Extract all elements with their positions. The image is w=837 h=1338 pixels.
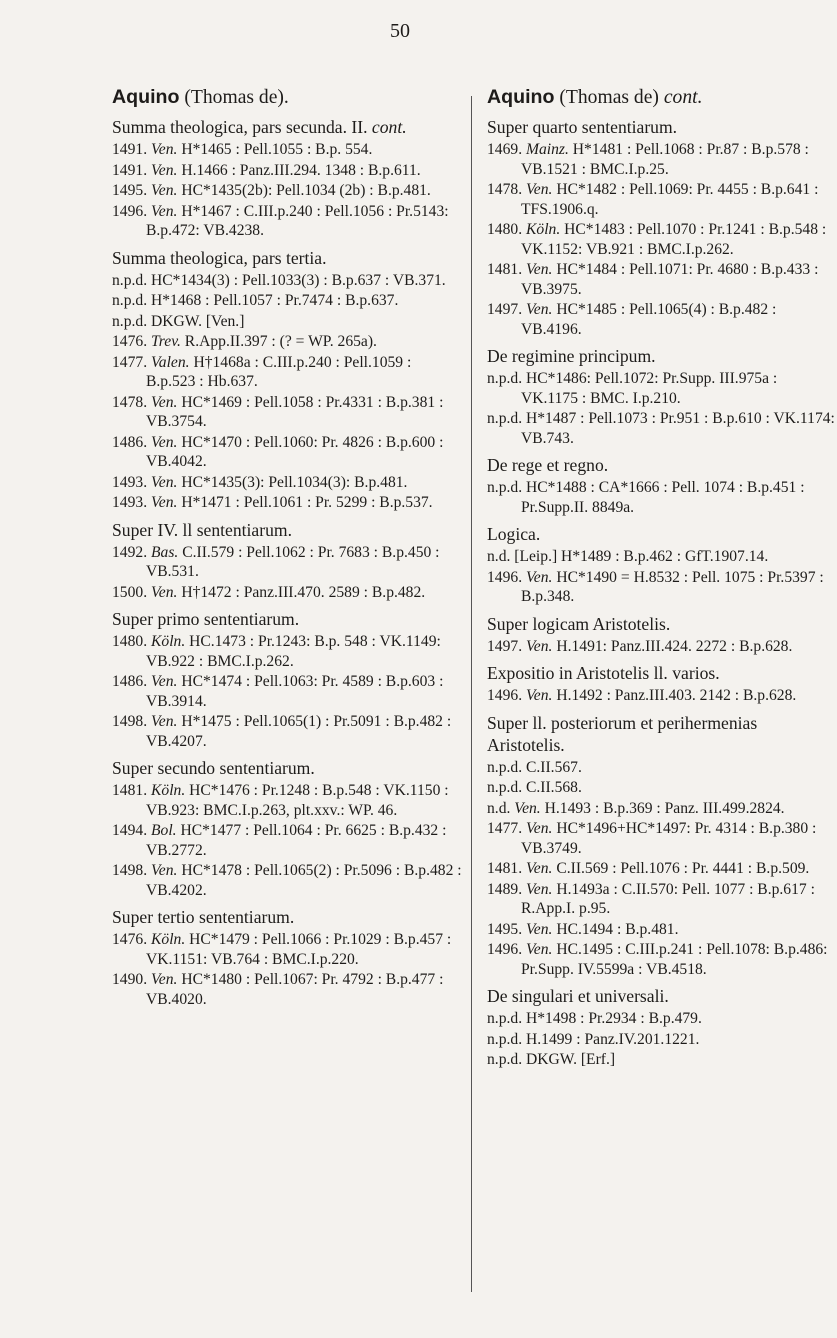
entry-text: H*1471 : Pell.1061 : Pr. 5299 : B.p.537. <box>181 494 433 511</box>
entry-year: n.p.d. <box>487 1030 523 1048</box>
entry-year: n.p.d. <box>487 410 523 427</box>
entry-place: Ven. <box>526 687 553 704</box>
entry-place: Ven. <box>151 494 178 511</box>
entry-year: 1486. <box>112 433 148 451</box>
entry-year: n.p.d. <box>487 1010 523 1027</box>
entry-place: Ven. <box>151 393 178 411</box>
section-title <box>112 116 462 138</box>
catalog-entry <box>112 353 462 392</box>
catalog-entry <box>112 672 462 711</box>
entry-year: 1489. <box>487 880 523 898</box>
catalog-entry <box>112 161 462 181</box>
entry-year: 1469. <box>487 141 523 158</box>
catalog-entry <box>487 220 837 259</box>
entry-year: 1490. <box>112 971 148 988</box>
catalog-entry <box>112 970 462 1009</box>
section-title-text: Expositio in Aristotelis ll. varios. <box>487 663 720 683</box>
catalog-entry <box>112 712 462 751</box>
entry-year: 1491. <box>112 141 148 158</box>
catalog-entry <box>112 930 462 969</box>
entry-place: Ven. <box>526 181 553 198</box>
section-title <box>487 662 837 684</box>
entry-place: Ven. <box>526 820 553 837</box>
entry-place: Köln. <box>151 633 186 650</box>
entry-year: 1494. <box>112 822 148 839</box>
entry-text: H.1493 : B.p.369 : Panz. III.499.2824. <box>544 799 785 817</box>
entry-text: H†1468a : C.III.p.240 : Pell.1059 : B.p.523 : Hb.637. <box>146 353 412 390</box>
catalog-entry <box>487 300 837 339</box>
entry-text: HC*1478 : Pell.1065(2) : Pr.5096 : B.p.482 : VB.4202. <box>146 862 462 899</box>
entry-year: 1476. <box>112 931 148 948</box>
catalog-entry <box>112 202 462 241</box>
heading-cont: cont. <box>663 87 703 108</box>
catalog-entry <box>112 312 462 332</box>
entry-year: 1497. <box>487 301 523 318</box>
entry-place: Ven. <box>514 799 541 817</box>
catalog-entry <box>112 181 462 201</box>
catalog-entry <box>112 583 462 603</box>
section-title <box>487 454 837 476</box>
entry-text: HC*1435(3): Pell.1034(3): B.p.481. <box>181 473 408 491</box>
entry-year: 1492. <box>112 543 148 561</box>
entry-place: Bas. <box>151 543 179 561</box>
entry-year: 1498. <box>112 713 148 730</box>
catalog-entry <box>487 778 837 798</box>
catalog-entry <box>112 332 462 352</box>
entry-year: 1496. <box>487 941 523 958</box>
section-title-text: Summa theologica, pars tertia. <box>112 247 327 268</box>
entry-place: Köln. <box>151 782 186 799</box>
catalog-entry <box>112 140 462 160</box>
catalog-entry <box>112 473 462 493</box>
entry-year: n.d. <box>487 799 511 817</box>
catalog-entry <box>487 260 837 299</box>
section-title-text: Super IV. ll sententiarum. <box>112 519 292 540</box>
entry-text: HC*1485 : Pell.1065(4) : B.p.482 : VB.4196. <box>521 301 777 338</box>
entry-text: HC*1482 : Pell.1069: Pr. 4455 : B.p.641 : TFS.1906.q. <box>521 181 819 218</box>
entry-text: HC.1473 : Pr.1243: B.p. 548 : VK.1149: VB.922 : BMC.I.p.262. <box>146 633 441 670</box>
entry-text: H*1481 : Pell.1068 : Pr.87 : B.p.578 : VB.1521 : BMC.I.p.25. <box>521 141 809 178</box>
catalog-entry <box>112 433 462 472</box>
entry-place: Ven. <box>151 202 178 220</box>
entry-year: n.p.d. <box>112 271 148 289</box>
entry-place: Ven. <box>151 141 178 158</box>
section-title-text: De singulari et universali. <box>487 986 669 1006</box>
entry-text: DKGW. [Ven.] <box>151 312 245 330</box>
catalog-entry <box>487 478 837 517</box>
catalog-entry <box>487 140 837 179</box>
catalog-entry <box>487 880 837 919</box>
column-heading <box>112 85 462 110</box>
entry-text: DKGW. [Erf.] <box>526 1051 616 1068</box>
entry-text: HC*1474 : Pell.1063: Pr. 4589 : B.p.603 : VB.3914. <box>146 673 444 710</box>
catalog-entry <box>112 291 462 311</box>
section-title-text: Super logicam Aristotelis. <box>487 613 671 634</box>
entry-year: 1478. <box>487 181 523 198</box>
section-title <box>112 247 462 269</box>
entry-text: C.II.567. <box>526 758 582 776</box>
catalog-entry <box>487 1030 837 1050</box>
column-heading <box>487 85 837 110</box>
entry-text: H.1492 : Panz.III.403. 2142 : B.p.628. <box>556 687 797 704</box>
catalog-entry <box>487 547 837 567</box>
catalog-entry <box>112 393 462 432</box>
entry-year: 1486. <box>112 673 148 690</box>
entry-year: 1481. <box>487 261 523 278</box>
entry-text: H†1472 : Panz.III.470. 2589 : B.p.482. <box>181 583 426 601</box>
catalog-entry <box>487 686 837 706</box>
entry-text: H*1487 : Pell.1073 : Pr.951 : B.p.610 : VK.1174: VB.743. <box>521 410 835 447</box>
entry-place: Ven. <box>151 182 178 199</box>
entry-text: H.1493a : C.II.570: Pell. 1077 : B.p.617 : R.App.I. p.95. <box>521 880 815 917</box>
entry-year: 1497. <box>487 637 523 655</box>
catalog-entry <box>487 1050 837 1070</box>
entry-text: [Leip.] H*1489 : B.p.462 : GfT.1907.14. <box>514 548 769 565</box>
catalog-entry <box>487 369 837 408</box>
section-title <box>487 613 837 635</box>
entry-place: Ven. <box>151 433 178 451</box>
section-title <box>487 523 837 545</box>
heading-rest: (Thomas de) <box>554 87 664 108</box>
section-title <box>487 985 837 1007</box>
entry-text: HC*1470 : Pell.1060: Pr. 4826 : B.p.600 : VB.4042. <box>146 433 444 470</box>
catalog-entry <box>112 543 462 582</box>
section-title <box>112 906 462 928</box>
entry-place: Ven. <box>151 473 178 491</box>
catalog-entry <box>487 409 837 448</box>
column-divider <box>471 96 472 1292</box>
entry-text: HC*1484 : Pell.1071: Pr. 4680 : B.p.433 : VB.3975. <box>521 261 819 298</box>
entry-year: 1498. <box>112 862 148 879</box>
heading-name: Aquino <box>112 86 180 108</box>
catalog-entry <box>487 799 837 819</box>
entry-place: Ven. <box>526 301 553 318</box>
heading-rest: (Thomas de). <box>179 87 289 108</box>
entry-year: 1477. <box>487 820 523 837</box>
entry-year: n.p.d. <box>487 1051 523 1068</box>
section-title-text: Super ll. posteriorum et perihermenias Aristotelis. <box>487 712 758 755</box>
catalog-entry <box>487 920 837 940</box>
catalog-entry <box>487 637 837 657</box>
section-title-text: Super secundo sententiarum. <box>112 758 315 778</box>
left-column <box>112 82 462 1010</box>
entry-year: 1491. <box>112 161 148 179</box>
catalog-entry <box>487 819 837 858</box>
catalog-entry <box>112 781 462 820</box>
entry-year: n.p.d. <box>487 370 523 387</box>
entry-year: 1481. <box>112 782 148 799</box>
entry-text: HC*1469 : Pell.1058 : Pr.4331 : B.p.381 : VB.3754. <box>146 393 444 430</box>
entry-place: Trev. <box>151 333 181 350</box>
entry-text: HC*1476 : Pr.1248 : B.p.548 : VK.1150 : VB.923: BMC.I.p.263, plt.xxv.: WP. 46. <box>146 782 449 819</box>
entry-text: C.II.579 : Pell.1062 : Pr. 7683 : B.p.450 : VB.531. <box>146 543 440 580</box>
catalog-entry <box>112 271 462 291</box>
section-title-text: Super tertio sententiarum. <box>112 907 295 927</box>
entry-place: Ven. <box>151 583 178 601</box>
entry-place: Ven. <box>151 161 178 179</box>
entry-year: 1493. <box>112 494 148 511</box>
entry-year: 1480. <box>112 633 148 650</box>
entry-text: H*1498 : Pr.2934 : B.p.479. <box>526 1010 702 1027</box>
entry-place: Köln. <box>151 931 186 948</box>
entry-text: H.1491: Panz.III.424. 2272 : B.p.628. <box>556 637 793 655</box>
section-title-text: Super quarto sententiarum. <box>487 117 678 137</box>
entry-text: H*1467 : C.III.p.240 : Pell.1056 : Pr.5143: B.p.472: VB.4238. <box>146 202 449 239</box>
entry-text: HC*1434(3) : Pell.1033(3) : B.p.637 : VB.371. <box>151 271 446 289</box>
section-title-text: Summa theologica, pars secunda. II. <box>112 117 372 137</box>
entry-text: HC.1495 : C.III.p.241 : Pell.1078: B.p.486: Pr.Supp. IV.5599a : VB.4518. <box>521 941 828 978</box>
catalog-entry <box>487 758 837 778</box>
section-title-text: De regimine principum. <box>487 346 656 366</box>
entry-place: Mainz. <box>526 141 569 158</box>
entry-text: HC.1494 : B.p.481. <box>556 920 679 938</box>
section-title-text: Logica. <box>487 524 541 544</box>
catalog-entry <box>487 1009 837 1029</box>
entry-year: n.d. <box>487 548 511 565</box>
entry-text: HC*1486: Pell.1072: Pr.Supp. III.975a : VK.1175 : BMC. I.p.210. <box>521 370 778 407</box>
section-title-text: Super primo sententiarum. <box>112 609 300 629</box>
entry-text: HC*1480 : Pell.1067: Pr. 4792 : B.p.477 : VB.4020. <box>146 971 444 1008</box>
heading-name: Aquino <box>487 86 555 108</box>
entry-text: H*1468 : Pell.1057 : Pr.7474 : B.p.637. <box>151 292 399 309</box>
catalog-entry <box>487 859 837 879</box>
catalog-entry <box>112 861 462 900</box>
entry-place: Köln. <box>526 221 561 238</box>
section-title <box>112 608 462 630</box>
entry-text: H.1499 : Panz.IV.201.1221. <box>526 1030 700 1048</box>
entry-year: n.p.d. <box>112 292 148 309</box>
entry-place: Ven. <box>151 971 178 988</box>
section-title <box>487 116 837 138</box>
catalog-entry <box>487 180 837 219</box>
section-title <box>487 712 837 756</box>
entry-place: Ven. <box>151 713 178 730</box>
entry-year: 1495. <box>112 182 148 199</box>
section-title <box>112 519 462 541</box>
entry-year: 1481. <box>487 860 523 877</box>
entry-place: Ven. <box>526 568 553 586</box>
catalog-entry <box>112 632 462 671</box>
entry-year: n.p.d. <box>112 312 148 330</box>
entry-year: 1478. <box>112 393 148 411</box>
entry-place: Ven. <box>526 880 553 898</box>
entry-year: 1496. <box>487 687 523 704</box>
entry-text: HC*1496+HC*1497: Pr. 4314 : B.p.380 : VB.3749. <box>521 820 817 857</box>
entry-year: 1496. <box>112 202 148 220</box>
entry-year: 1480. <box>487 221 523 238</box>
entry-text: R.App.II.397 : (? = WP. 265a). <box>184 333 377 350</box>
entry-place: Ven. <box>526 261 553 278</box>
section-title-cont: cont. <box>371 117 407 137</box>
section-title-text: De rege et regno. <box>487 455 609 475</box>
entry-place: Ven. <box>526 941 553 958</box>
catalog-entry <box>487 568 837 607</box>
entry-text: HC*1479 : Pell.1066 : Pr.1029 : B.p.457 : VK.1151: VB.764 : BMC.I.p.220. <box>146 931 452 968</box>
entry-text: HC*1490 = H.8532 : Pell. 1075 : Pr.5397 : B.p.348. <box>521 568 824 605</box>
entry-text: H*1465 : Pell.1055 : B.p. 554. <box>181 141 373 158</box>
entry-text: HC*1435(2b): Pell.1034 (2b) : B.p.481. <box>181 182 431 199</box>
entry-year: n.p.d. <box>487 479 523 496</box>
entry-text: C.II.569 : Pell.1076 : Pr. 4441 : B.p.509. <box>556 860 810 877</box>
entry-place: Ven. <box>151 673 178 690</box>
page-number: 50 <box>390 20 410 42</box>
catalog-entry <box>112 493 462 513</box>
entry-place: Ven. <box>526 637 553 655</box>
entry-year: 1500. <box>112 583 148 601</box>
entry-text: H*1475 : Pell.1065(1) : Pr.5091 : B.p.482 : VB.4207. <box>146 713 452 750</box>
entry-place: Ven. <box>151 862 178 879</box>
entry-text: HC*1477 : Pell.1064 : Pr. 6625 : B.p.432 : VB.2772. <box>146 822 447 859</box>
entry-year: 1477. <box>112 353 148 371</box>
entry-place: Ven. <box>526 920 553 938</box>
entry-year: 1493. <box>112 473 148 491</box>
catalog-entry <box>487 940 837 979</box>
entry-text: HC*1483 : Pell.1070 : Pr.1241 : B.p.548 : VK.1152: VB.921 : BMC.I.p.262. <box>521 221 827 258</box>
entry-place: Bol. <box>151 822 177 839</box>
section-title <box>487 345 837 367</box>
entry-text: H.1466 : Panz.III.294. 1348 : B.p.611. <box>181 161 421 179</box>
entry-place: Valen. <box>151 353 190 371</box>
entry-place: Ven. <box>526 860 553 877</box>
entry-year: 1496. <box>487 568 523 586</box>
entry-year: n.p.d. <box>487 758 523 776</box>
section-title <box>112 757 462 779</box>
entry-year: 1495. <box>487 920 523 938</box>
entry-year: n.p.d. <box>487 779 523 796</box>
entry-text: HC*1488 : CA*1666 : Pell. 1074 : B.p.451 : Pr.Supp.II. 8849a. <box>521 479 805 516</box>
catalog-entry <box>112 821 462 860</box>
entry-text: C.II.568. <box>526 779 582 796</box>
entry-year: 1476. <box>112 333 148 350</box>
right-column <box>487 82 837 1071</box>
